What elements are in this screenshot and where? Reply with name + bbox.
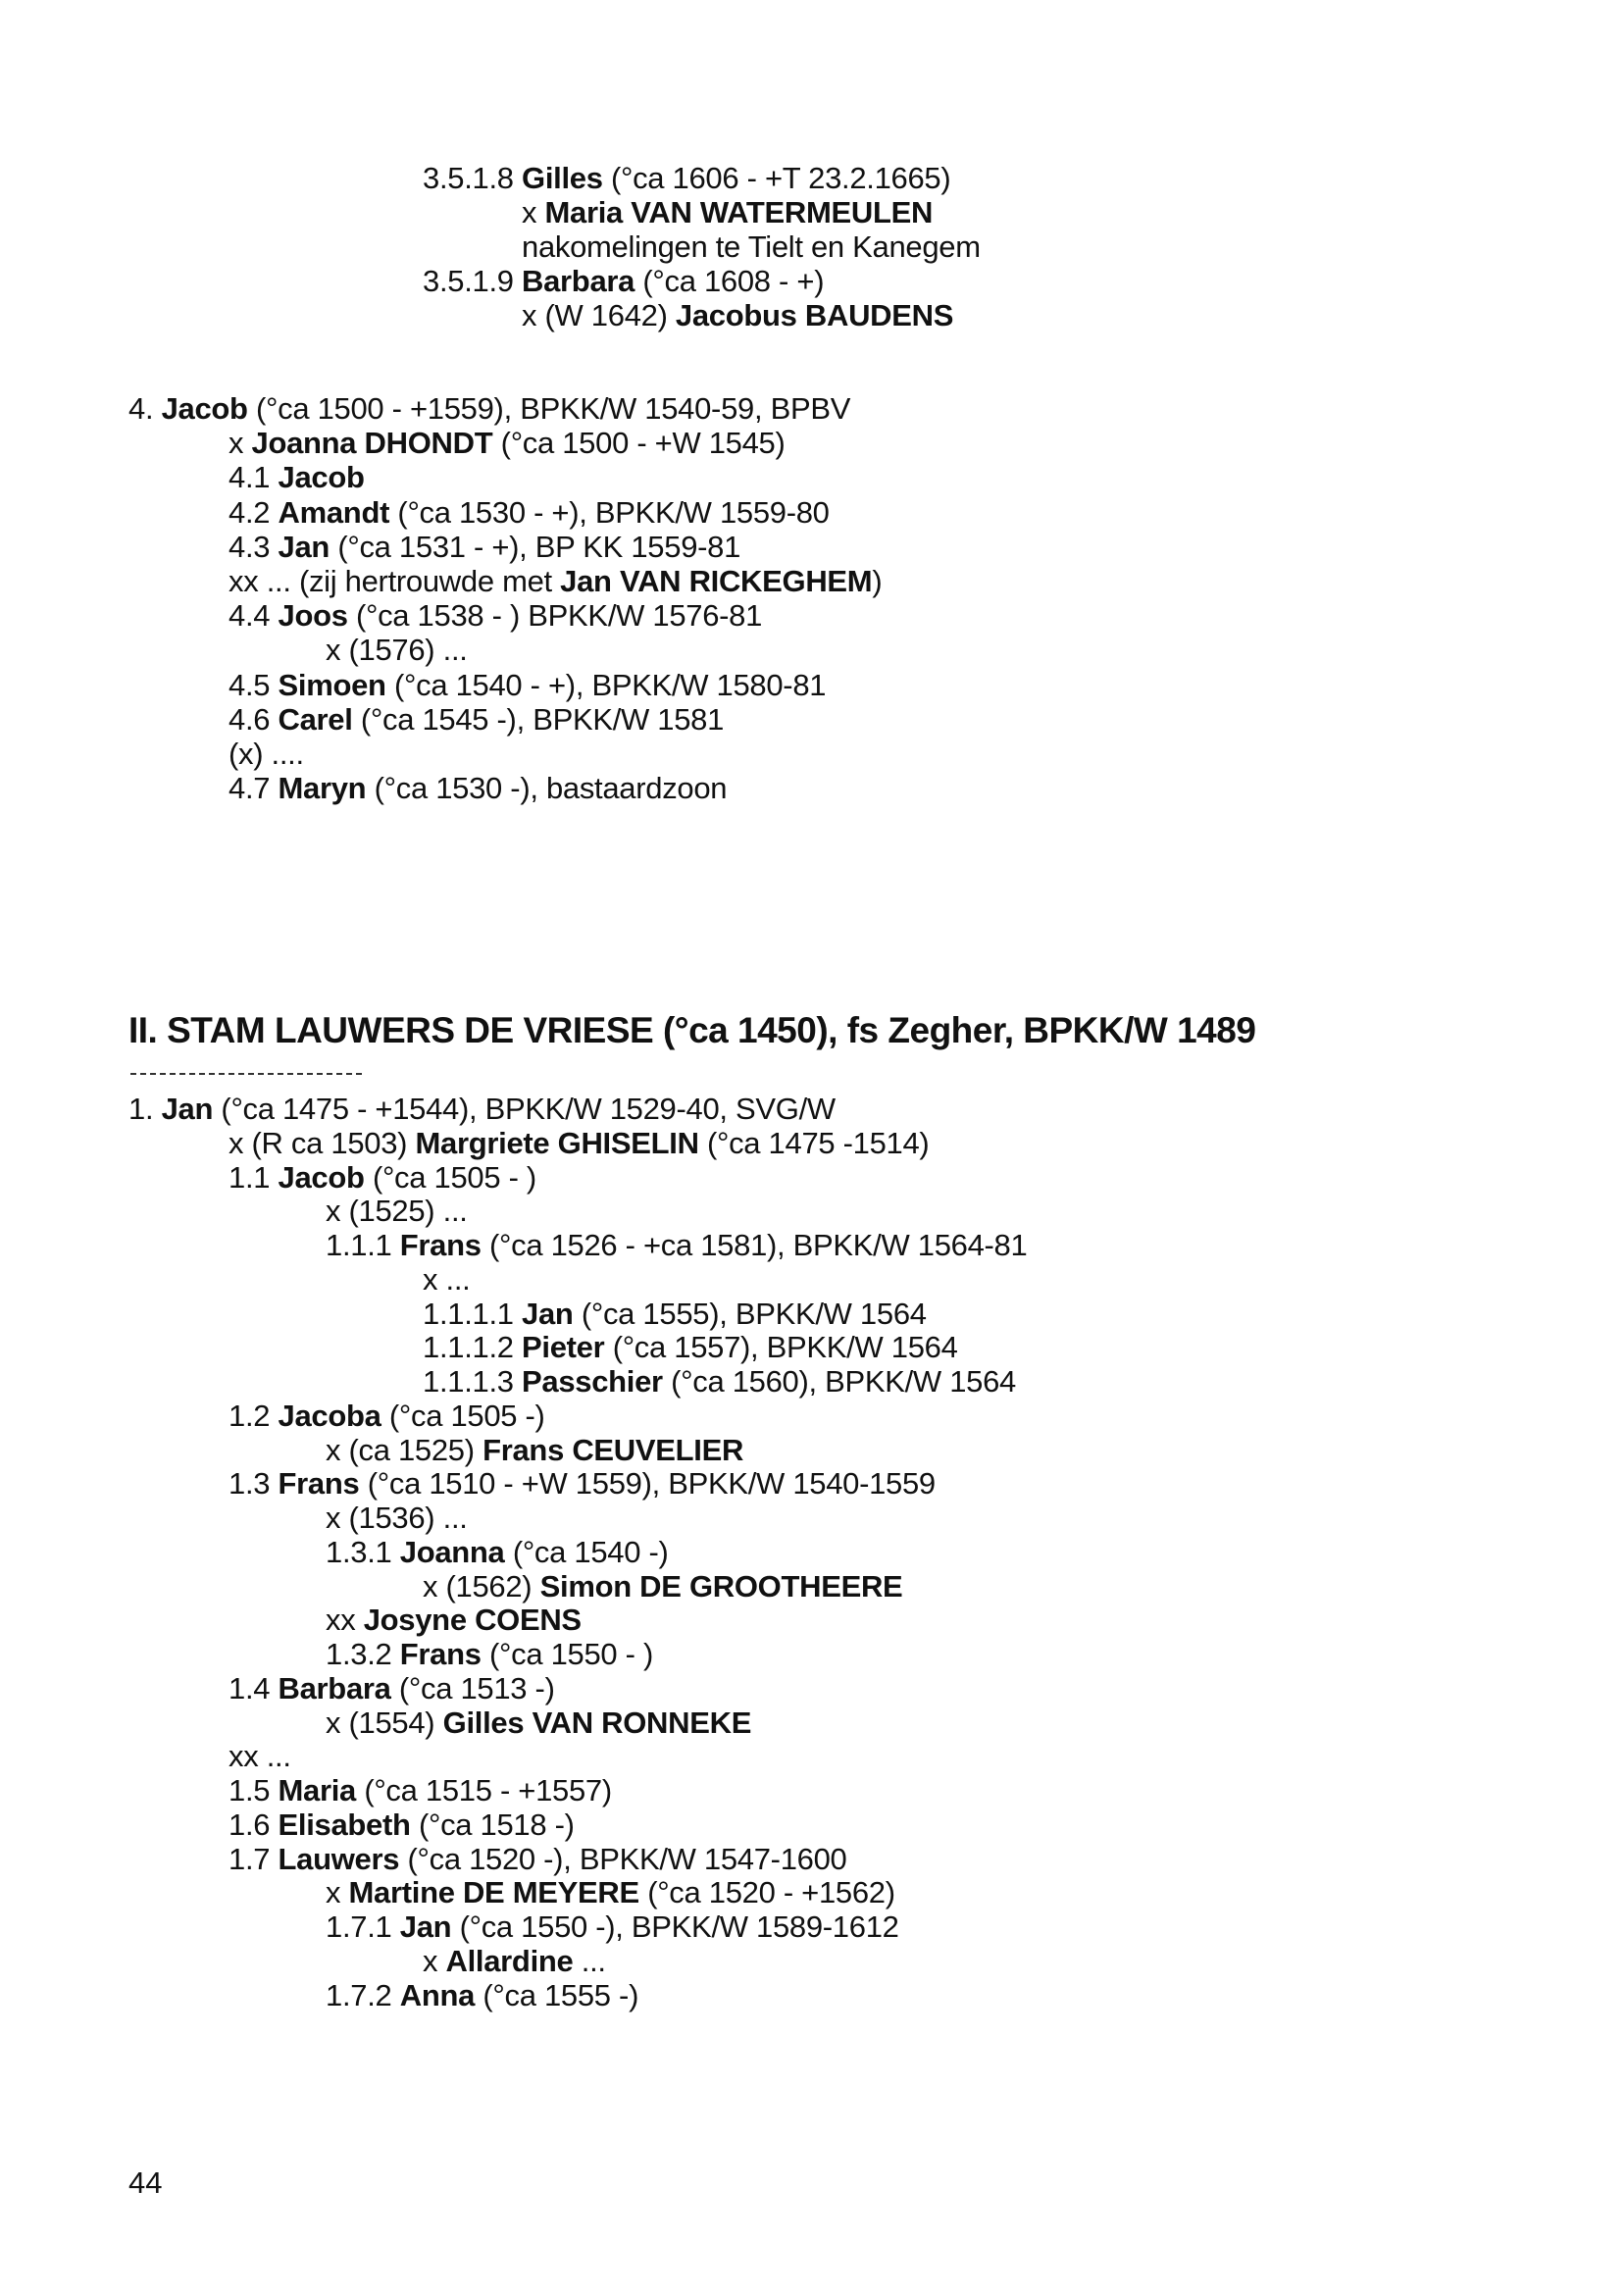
entry-text: (°ca 1606 - +T 23.2.1665) bbox=[602, 161, 951, 195]
person-name: Barbara bbox=[522, 264, 635, 298]
entry-text: (°ca 1510 - +W 1559), BPKK/W 1540-1559 bbox=[359, 1466, 936, 1502]
entry-text: 1. bbox=[128, 1092, 162, 1126]
entry-text: 1.7 bbox=[228, 1841, 279, 1876]
genealogy-entry bbox=[228, 1738, 291, 1775]
entry-text: (°ca 1505 -) bbox=[381, 1398, 545, 1433]
entry-text: 4. bbox=[128, 391, 162, 426]
person-name: Jan bbox=[278, 529, 330, 564]
person-name: Jan bbox=[522, 1296, 574, 1331]
genealogy-entry bbox=[522, 297, 953, 334]
entry-text: (°ca 1555 -) bbox=[475, 1977, 639, 2012]
entry-text: x (W 1642) bbox=[522, 298, 676, 332]
person-name: Frans bbox=[278, 1466, 360, 1502]
entry-text: 1.2 bbox=[228, 1398, 279, 1433]
person-name: Gilles VAN RONNEKE bbox=[442, 1705, 752, 1740]
genealogy-entry bbox=[228, 459, 365, 496]
entry-text: (°ca 1475 -1514) bbox=[698, 1125, 930, 1160]
person-name: Carel bbox=[278, 701, 353, 737]
entry-text: (°ca 1560), BPKK/W 1564 bbox=[662, 1364, 1016, 1399]
genealogy-entry bbox=[228, 425, 786, 462]
genealogy-entry bbox=[228, 701, 724, 738]
person-name: Amandt bbox=[278, 494, 390, 530]
entry-text: x bbox=[228, 426, 252, 461]
genealogy-entry bbox=[228, 667, 826, 704]
person-name: Frans bbox=[399, 1228, 482, 1262]
genealogy-entry bbox=[326, 1432, 743, 1469]
entry-text: x (1576) ... bbox=[326, 633, 468, 668]
genealogy-entry bbox=[228, 736, 304, 773]
page-number: 44 bbox=[128, 2165, 163, 2200]
genealogy-entry bbox=[423, 1943, 606, 1980]
entry-text: 1.3.2 bbox=[326, 1637, 400, 1671]
entry-text: x (ca 1525) bbox=[326, 1432, 483, 1467]
genealogy-entry bbox=[128, 390, 850, 428]
genealogy-entry bbox=[228, 494, 830, 532]
heading-underline bbox=[130, 1073, 362, 1075]
entry-text: 1.1.1.3 bbox=[423, 1364, 523, 1399]
entry-text: 1.1.1 bbox=[326, 1228, 400, 1262]
entry-text: 4.1 bbox=[228, 460, 279, 495]
person-name: Lauwers bbox=[278, 1841, 400, 1876]
entry-text: xx bbox=[326, 1603, 364, 1638]
genealogy-entry bbox=[228, 1465, 936, 1502]
entry-text: 4.3 bbox=[228, 529, 279, 564]
entry-text: x bbox=[522, 195, 545, 229]
person-name: Jan bbox=[399, 1909, 452, 1944]
entry-text: x (1536) ... bbox=[326, 1501, 468, 1535]
entry-text: 4.2 bbox=[228, 494, 279, 530]
genealogy-entry bbox=[228, 1841, 846, 1878]
entry-text: (°ca 1550 - ) bbox=[481, 1637, 654, 1671]
person-name: Pieter bbox=[522, 1330, 605, 1365]
entry-text: (°ca 1500 - +W 1545) bbox=[492, 426, 786, 461]
person-name: Passchier bbox=[522, 1364, 663, 1399]
genealogy-entry bbox=[228, 1807, 575, 1844]
genealogy-entry bbox=[326, 1534, 669, 1571]
entry-text: (°ca 1500 - +1559), BPKK/W 1540-59, BPBV bbox=[247, 391, 851, 426]
entry-text: (°ca 1531 - +), BP KK 1559-81 bbox=[330, 529, 741, 564]
genealogy-entry bbox=[228, 1159, 536, 1196]
entry-text: (°ca 1505 - ) bbox=[364, 1159, 536, 1195]
entry-text: ) bbox=[872, 564, 883, 598]
entry-text: 4.7 bbox=[228, 771, 279, 806]
person-name: Joanna bbox=[399, 1534, 505, 1569]
entry-text: 4.4 bbox=[228, 598, 279, 634]
person-name: Jacob bbox=[278, 460, 365, 495]
person-name: Maria bbox=[278, 1773, 356, 1807]
entry-text: (°ca 1550 -), BPKK/W 1589-1612 bbox=[451, 1909, 899, 1944]
section-heading: II. STAM LAUWERS DE VRIESE (°ca 1450), fs Zegher, BPKK/W 1489 bbox=[128, 1010, 1256, 1050]
genealogy-entry bbox=[326, 1909, 899, 1946]
person-name: Jacob bbox=[278, 1159, 365, 1195]
genealogy-entry bbox=[423, 1261, 470, 1298]
genealogy-entry bbox=[228, 1125, 929, 1162]
entry-text: x (R ca 1503) bbox=[228, 1125, 416, 1160]
entry-text: x (1525) ... bbox=[326, 1194, 468, 1229]
person-name: Simon DE GROOTHEERE bbox=[539, 1568, 903, 1604]
entry-text: 1.7.1 bbox=[326, 1909, 400, 1944]
entry-text: 1.7.2 bbox=[326, 1977, 400, 2012]
entry-text: (°ca 1530 - +), BPKK/W 1559-80 bbox=[389, 494, 830, 530]
person-name: Barbara bbox=[278, 1670, 391, 1706]
entry-text: xx ... (zij hertrouwde met bbox=[228, 564, 561, 598]
entry-text: 4.5 bbox=[228, 667, 279, 702]
genealogy-entry bbox=[326, 1636, 653, 1673]
entry-text: x bbox=[326, 1875, 349, 1910]
entry-text: ... bbox=[573, 1943, 606, 1978]
person-name: Jan VAN RICKEGHEM bbox=[560, 564, 873, 598]
genealogy-entry bbox=[326, 1977, 638, 2014]
entry-text: (°ca 1557), BPKK/W 1564 bbox=[604, 1330, 958, 1365]
genealogy-entry bbox=[228, 597, 762, 635]
person-name: Jacobus BAUDENS bbox=[675, 298, 954, 332]
entry-text: (°ca 1513 -) bbox=[390, 1670, 555, 1706]
entry-text: 1.5 bbox=[228, 1773, 279, 1807]
entry-text: 3.5.1.9 bbox=[423, 264, 523, 298]
person-name: Jacob bbox=[161, 391, 248, 426]
person-name: Gilles bbox=[522, 161, 603, 195]
entry-text: (°ca 1540 - +), BPKK/W 1580-81 bbox=[385, 667, 827, 702]
entry-text: xx ... bbox=[228, 1739, 291, 1774]
entry-text: x bbox=[423, 1943, 446, 1978]
entry-text: x (1554) bbox=[326, 1705, 443, 1740]
genealogy-entry bbox=[522, 229, 981, 266]
genealogy-entry bbox=[423, 1363, 1016, 1400]
entry-text: x (1562) bbox=[423, 1568, 540, 1604]
genealogy-entry bbox=[326, 1193, 468, 1230]
genealogy-entry bbox=[228, 770, 727, 807]
person-name: Allardine bbox=[445, 1943, 574, 1978]
genealogy-entry bbox=[326, 1705, 751, 1742]
entry-text: (°ca 1526 - +ca 1581), BPKK/W 1564-81 bbox=[481, 1228, 1028, 1262]
person-name: Jan bbox=[161, 1092, 214, 1126]
entry-text: 3.5.1.8 bbox=[423, 161, 523, 195]
person-name: Martine DE MEYERE bbox=[348, 1875, 639, 1910]
person-name: Simoen bbox=[278, 667, 386, 702]
entry-text: 1.3 bbox=[228, 1466, 279, 1502]
genealogy-entry bbox=[128, 1091, 836, 1128]
genealogy-entry bbox=[228, 529, 740, 566]
entry-text: 1.1.1.1 bbox=[423, 1296, 523, 1331]
entry-text: (°ca 1540 -) bbox=[504, 1534, 669, 1569]
entry-text: (°ca 1520 -), BPKK/W 1547-1600 bbox=[399, 1841, 847, 1876]
genealogy-entry bbox=[326, 1227, 1027, 1264]
genealogy-entry bbox=[522, 194, 933, 231]
person-name: Margriete GHISELIN bbox=[415, 1125, 699, 1160]
entry-text: 1.1.1.2 bbox=[423, 1330, 523, 1365]
entry-text: (x) .... bbox=[228, 737, 304, 771]
genealogy-entry bbox=[228, 1670, 555, 1707]
entry-text: (°ca 1530 -), bastaardzoon bbox=[366, 771, 728, 806]
person-name: Joanna DHONDT bbox=[251, 426, 493, 461]
entry-text: 1.4 bbox=[228, 1670, 279, 1706]
person-name: Jacoba bbox=[278, 1398, 381, 1433]
entry-text: (°ca 1475 - +1544), BPKK/W 1529-40, SVG/W bbox=[213, 1092, 836, 1126]
genealogy-entry bbox=[423, 1568, 902, 1605]
entry-text: nakomelingen te Tielt en Kanegem bbox=[522, 229, 981, 264]
entry-text: 1.1 bbox=[228, 1159, 279, 1195]
entry-text: (°ca 1608 - +) bbox=[634, 264, 825, 298]
entry-text: (°ca 1538 - ) BPKK/W 1576-81 bbox=[347, 598, 763, 634]
genealogy-entry bbox=[228, 1398, 545, 1435]
genealogy-entry bbox=[326, 1602, 582, 1639]
person-name: Frans bbox=[399, 1637, 482, 1671]
genealogy-entry bbox=[423, 263, 824, 300]
person-name: Anna bbox=[399, 1977, 476, 2012]
entry-text: x ... bbox=[423, 1261, 471, 1297]
entry-text: 1.6 bbox=[228, 1807, 279, 1842]
entry-text: (°ca 1515 - +1557) bbox=[356, 1773, 612, 1807]
genealogy-entry bbox=[326, 1500, 468, 1537]
entry-text: (°ca 1545 -), BPKK/W 1581 bbox=[352, 701, 725, 737]
genealogy-entry bbox=[326, 1874, 895, 1911]
person-name: Joos bbox=[278, 598, 348, 634]
entry-text: 4.6 bbox=[228, 701, 279, 737]
person-name: Josyne COENS bbox=[363, 1603, 582, 1638]
genealogy-entry bbox=[228, 1772, 612, 1809]
entry-text: (°ca 1518 -) bbox=[410, 1807, 575, 1842]
entry-text: 1.3.1 bbox=[326, 1534, 400, 1569]
person-name: Maria VAN WATERMEULEN bbox=[544, 195, 934, 229]
person-name: Frans CEUVELIER bbox=[482, 1432, 744, 1467]
person-name: Maryn bbox=[278, 771, 367, 806]
genealogy-entry bbox=[423, 1329, 958, 1366]
entry-text: (°ca 1555), BPKK/W 1564 bbox=[573, 1296, 927, 1331]
genealogy-entry bbox=[423, 160, 950, 197]
person-name: Elisabeth bbox=[278, 1807, 411, 1842]
entry-text: (°ca 1520 - +1562) bbox=[638, 1875, 895, 1910]
genealogy-entry bbox=[228, 563, 882, 600]
genealogy-entry bbox=[423, 1296, 927, 1333]
genealogy-entry bbox=[326, 632, 468, 669]
